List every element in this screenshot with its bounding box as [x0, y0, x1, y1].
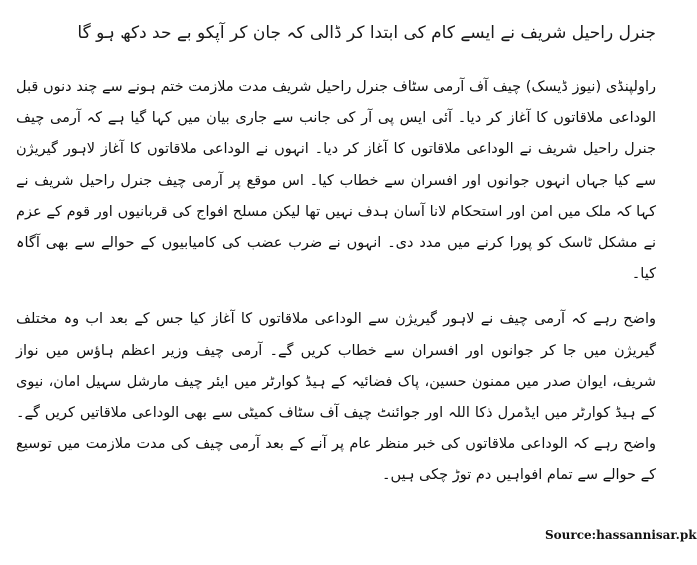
article-paragraph-2: واضح رہے کہ آرمی چیف نے لاہور گیریژن سے الوداعی ملاقاتوں کا آغاز کیا جس کے بعد اب وہ مختلف گیریژن میں جا کر جوانوں اور افسران سے خطاب کریں گے۔ آرمی چیف وزیر اعظم ہاؤس میں نواز شریف، ایوان صدر میں ممنون حسین، پاک فضائیہ کے ہیڈ کوارٹر میں ایئر چیف مارشل سہیل امان، نیوی کے ہیڈ کوارٹر میں ایڈمرل ذکا اللہ اور جوائنٹ چیف آف سٹاف کمیٹی سے بھی الوداعی ملاقاتیں کریں گے۔ واضح رہے کہ الوداعی ملاقاتوں کی خبر منظر عام پر آنے کے بعد آرمی چیف کی مدت ملازمت میں توسیع کے حوالے سے تمام افواہیں دم توڑ چکی ہیں۔ — [16, 311, 656, 484]
article-body — [16, 72, 656, 506]
source-credit: Source:hassannisar.pk — [545, 528, 697, 542]
article-paragraph-1: راولپنڈی (نیوز ڈیسک) چیف آف آرمی سٹاف جنرل راحیل شریف مدت ملازمت ختم ہونے سے چند دنوں قبل الوداعی ملاقاتوں کا آغاز کر دیا۔ آئی ایس پی آر کی جانب سے جاری بیان میں کہا گیا ہے کہ آرمی چیف جنرل راحیل شریف نے الوداعی ملاقاتوں کا آغاز کر دیا۔ انہوں نے الوداعی ملاقاتوں کا آغاز لاہور گیریژن سے کیا جہاں انہوں جوانوں اور افسران سے خطاب کیا۔ اس موقع پر آرمی چیف جنرل راحیل شریف نے کہا کہ ملک میں امن اور استحکام لانا آسان ہدف نہیں تھا لیکن مسلح افواج کی قربانیوں اور قوم کے عزم نے مشکل ٹاسک کو پورا کرنے میں مدد دی۔ انہوں نے ضرب عضب کی کامیابیوں کے حوالے سے بھی آگاہ کیا۔ — [16, 79, 656, 283]
article-headline: جنرل راحیل شریف نے ایسے کام کی ابتدا کر ڈالی کہ جان کر آپکو بے حد دکھ ہو گا — [77, 23, 656, 43]
